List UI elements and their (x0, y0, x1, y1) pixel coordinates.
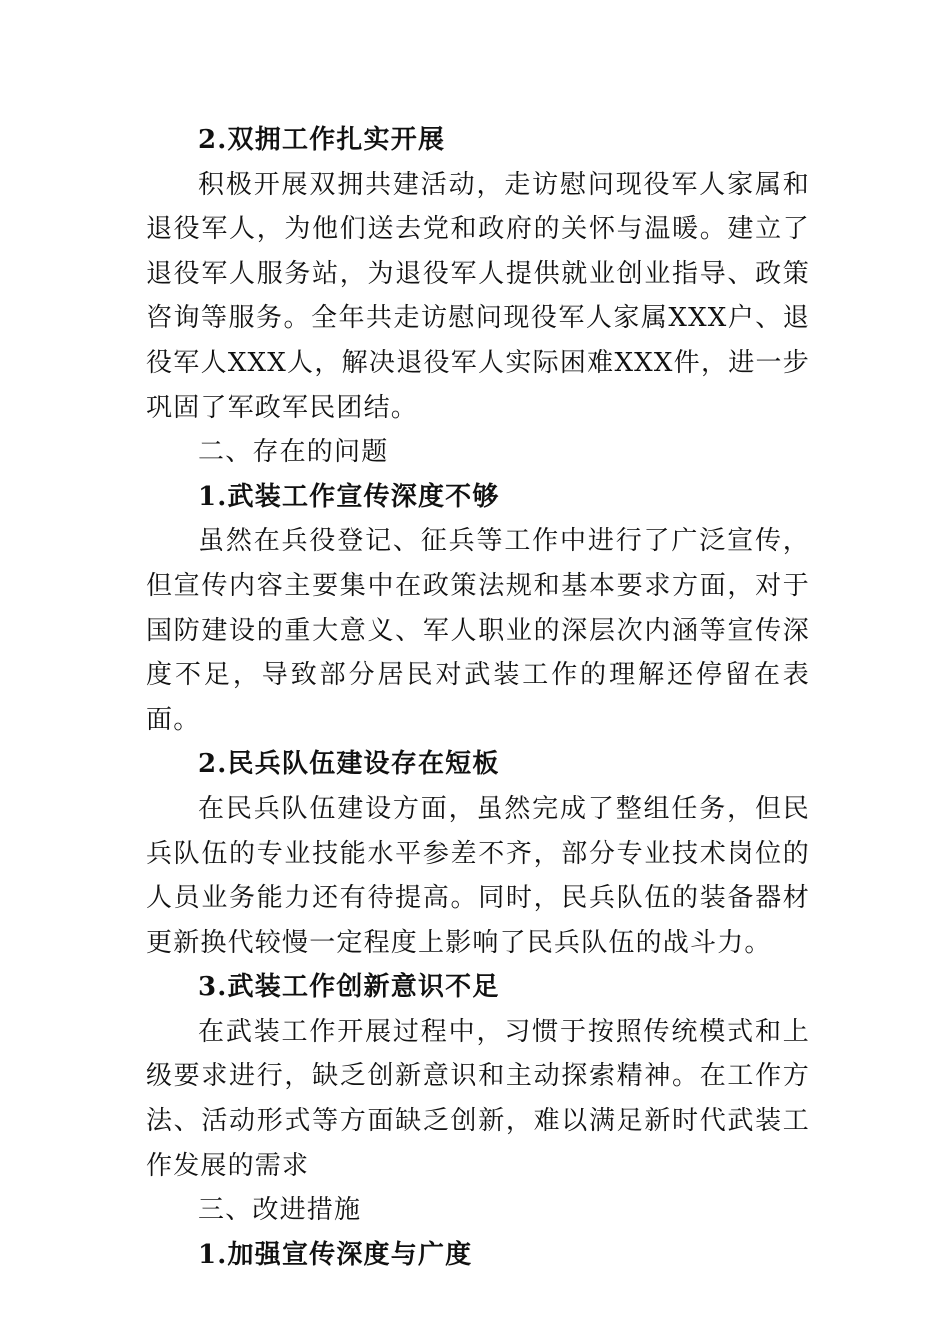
paragraph-militia-shortcomings: 在民兵队伍建设方面，虽然完成了整组任务，但民兵队伍的专业技能水平参差不齐，部分专业技术岗位的人员业务能力还有待提高。同时，民兵队伍的装备器材更新换代较慢一定程度上影响了民兵队伍的战斗力。 (146, 793, 810, 958)
subheading-innovation: 3.武装工作创新意识不足 (198, 972, 500, 1003)
paragraph-innovation: 在武装工作开展过程中，习惯于按照传统模式和上级要求进行，缺乏创新意识和主动探索精神。在工作方法、活动形式等方面缺乏创新，难以满足新时代武装工作发展的需求 (146, 1016, 810, 1181)
subheading-militia-shortcomings: 2.民兵队伍建设存在短板 (198, 749, 500, 780)
subheading-publicity-depth: 1.武装工作宣传深度不够 (198, 481, 500, 512)
subheading-strengthen-publicity: 1.加强宣传深度与广度 (198, 1239, 473, 1270)
paragraph-double-support: 积极开展双拥共建活动，走访慰问现役军人家属和退役军人，为他们送去党和政府的关怀与温暖。建立了退役军人服务站，为退役军人提供就业创业指导、政策咨询等服务。全年共走访慰问现役军人家属XXX户、退役军人XXX人，解决退役军人实际困难XXX件，进一步巩固了军政军民团结。 (146, 169, 810, 423)
document-body (146, 118, 810, 1277)
section-title-improvements: 三、改进措施 (198, 1195, 362, 1226)
subheading-double-support: 2.双拥工作扎实开展 (198, 125, 446, 155)
section-title-problems: 二、存在的问题 (198, 437, 389, 468)
paragraph-publicity-depth: 虽然在兵役登记、征兵等工作中进行了广泛宣传，但宣传内容主要集中在政策法规和基本要求方面，对于国防建设的重大意义、军人职业的深层次内涵等宣传深度不足，导致部分居民对武装工作的理解还停留在表面。 (146, 526, 810, 735)
